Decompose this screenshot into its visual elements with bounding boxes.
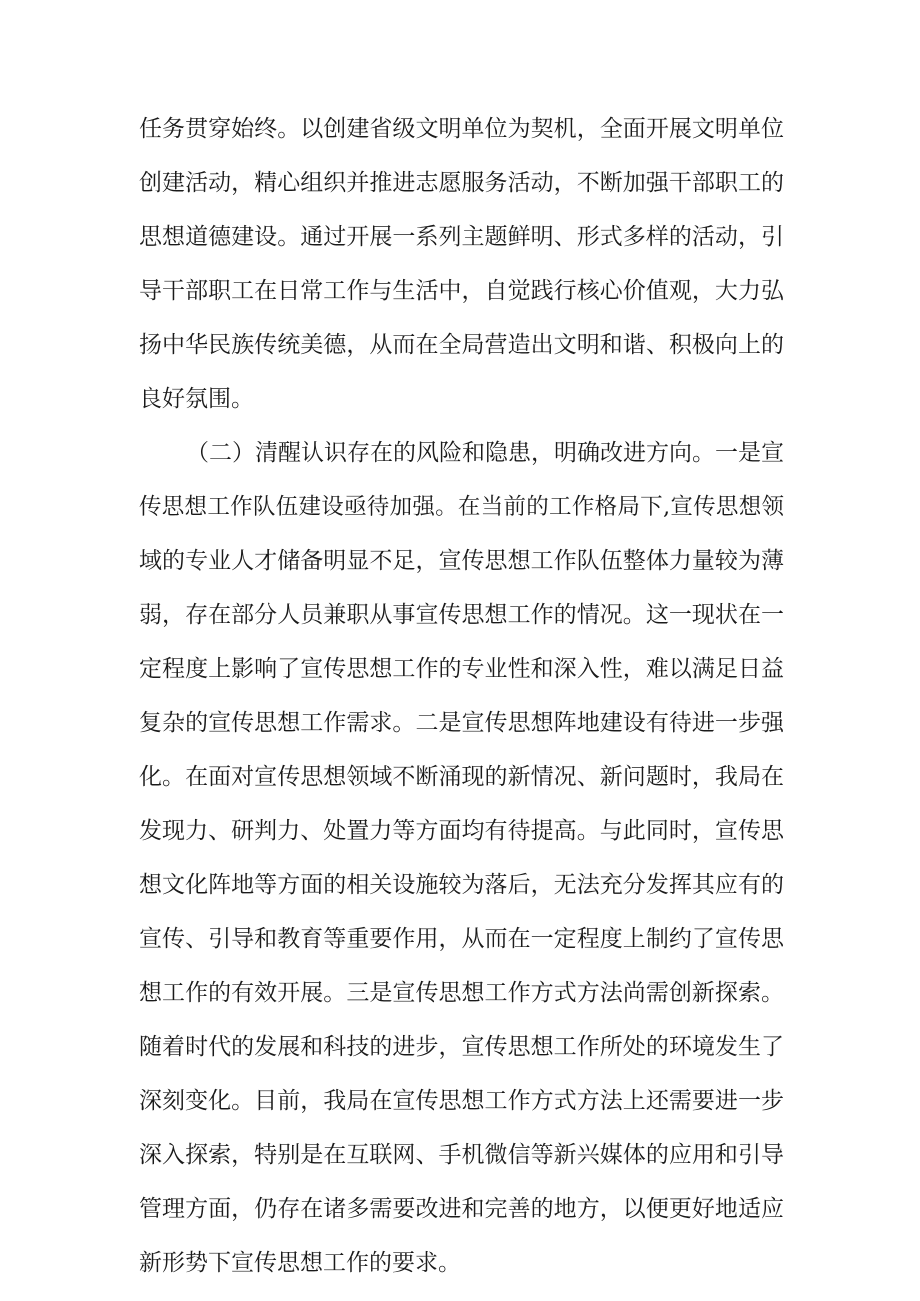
- text-line: 传思想工作队伍建设亟待加强。在当前的工作格局下,宣传思想领: [139, 494, 784, 520]
- text-line: 深刻变化。目前，我局在宣传思想工作方式方法上还需要进一步: [139, 1088, 784, 1114]
- text-line: 想文化阵地等方面的相关设施较为落后，无法充分发挥其应有的: [139, 872, 784, 898]
- text-line: 化。在面对宣传思想领域不断涌现的新情况、新问题时，我局在: [139, 764, 784, 790]
- text-line: 宣传、引导和教育等重要作用，从而在一定程度上制约了宣传思: [139, 926, 784, 952]
- text-line: 弱，存在部分人员兼职从事宣传思想工作的情况。这一现状在一: [139, 602, 784, 628]
- text-line: 导干部职工在日常工作与生活中，自觉践行核心价值观，大力弘: [139, 278, 784, 304]
- text-line: 想工作的有效开展。三是宣传思想工作方式方法尚需创新探索。: [139, 980, 784, 1006]
- text-line: 域的专业人才储备明显不足，宣传思想工作队伍整体力量较为薄: [139, 548, 784, 574]
- text-line: 任务贯穿始终。以创建省级文明单位为契机，全面开展文明单位: [139, 116, 784, 142]
- text-line: 复杂的宣传思想工作需求。二是宣传思想阵地建设有待进一步强: [139, 710, 784, 736]
- text-line: 良好氛围。: [139, 386, 254, 412]
- text-line: 新形势下宣传思想工作的要求。: [139, 1250, 461, 1276]
- text-line: 发现力、研判力、处置力等方面均有待提高。与此同时，宣传思: [139, 818, 784, 844]
- text-line: 管理方面，仍存在诸多需要改进和完善的地方，以便更好地适应: [139, 1196, 784, 1222]
- paragraph-heading-line: （二）清醒认识存在的风险和隐患，明确改进方向。一是宣: [186, 440, 784, 466]
- text-line: 扬中华民族传统美德，从而在全局营造出文明和谐、积极向上的: [139, 332, 784, 358]
- text-line: 思想道德建设。通过开展一系列主题鲜明、形式多样的活动，引: [139, 224, 784, 250]
- text-line: 随着时代的发展和科技的进步，宣传思想工作所处的环境发生了: [139, 1034, 784, 1060]
- text-line: 创建活动，精心组织并推进志愿服务活动，不断加强干部职工的: [139, 170, 784, 196]
- text-line: 定程度上影响了宣传思想工作的专业性和深入性，难以满足日益: [139, 656, 784, 682]
- text-line: 深入探索，特别是在互联网、手机微信等新兴媒体的应用和引导: [139, 1142, 784, 1168]
